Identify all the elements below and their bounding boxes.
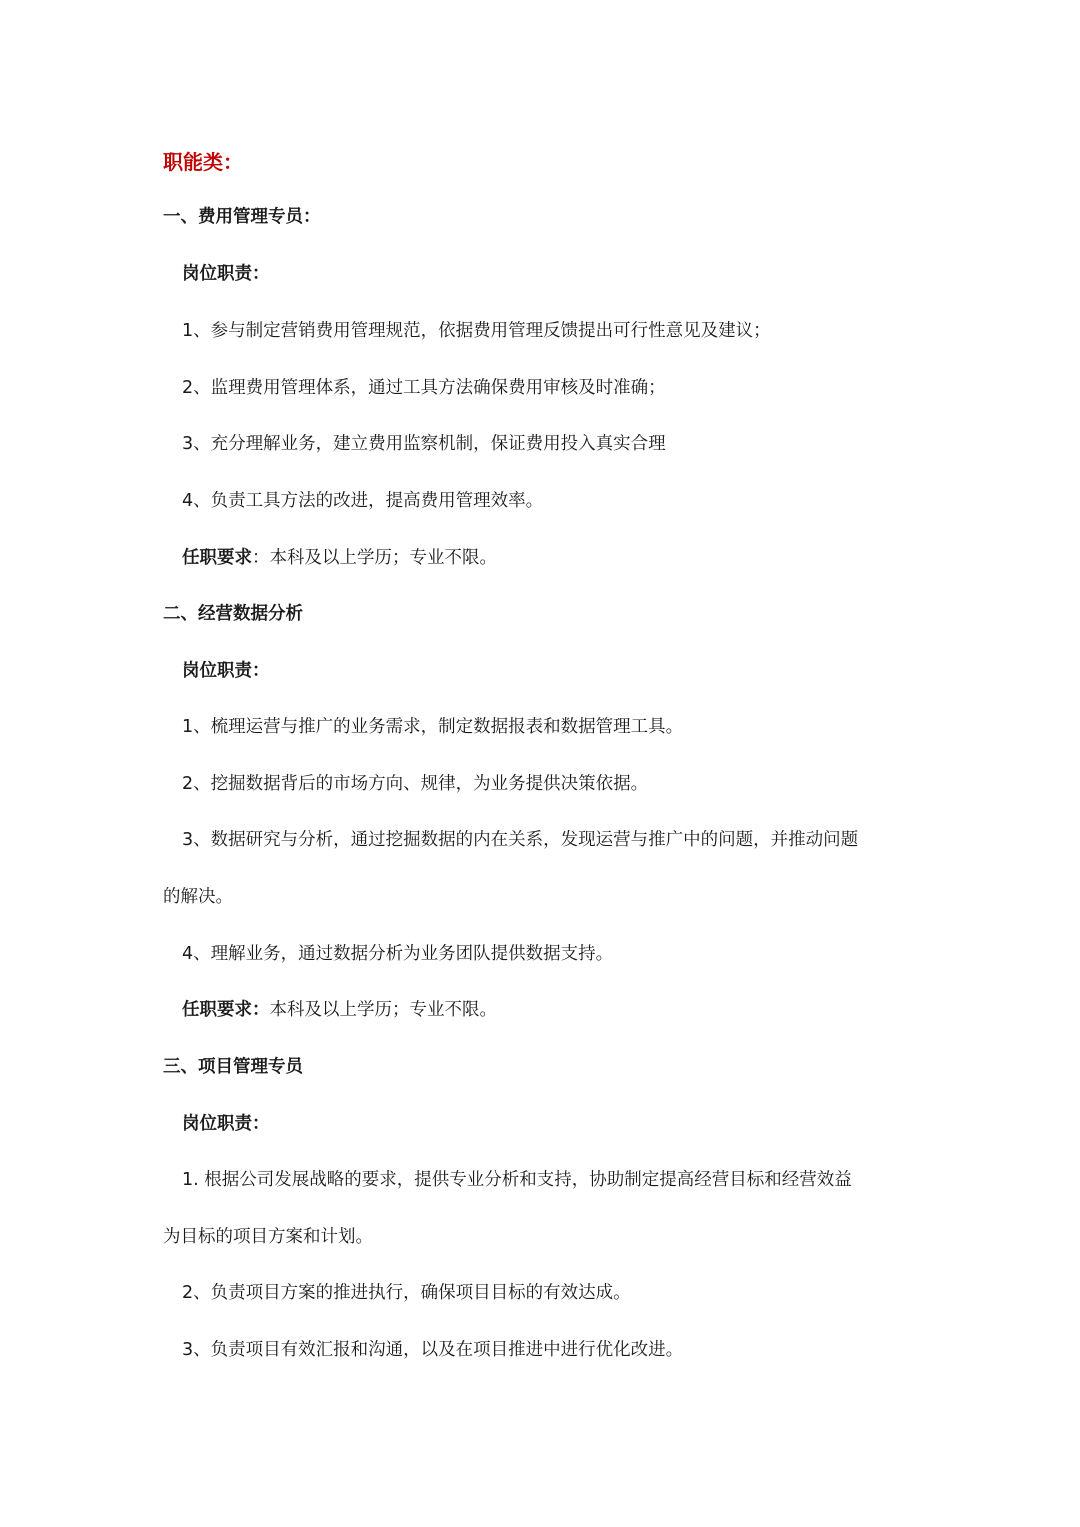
duty-item: 1、梳理运营与推广的业务需求，制定数据报表和数据管理工具。 xyxy=(182,717,684,737)
section-heading-expense: 一、费用管理专员： xyxy=(163,207,321,227)
duty-item-continuation: 为目标的项目方案和计划。 xyxy=(163,1227,373,1247)
duty-item: 2、负责项目方案的推进执行，确保项目目标的有效达成。 xyxy=(182,1283,631,1303)
duties-label: 岗位职责： xyxy=(182,661,270,681)
requirements-label: 任职要求 xyxy=(182,548,252,568)
duty-item: 4、负责工具方法的改进，提高费用管理效率。 xyxy=(182,491,544,511)
duty-item: 3、数据研究与分析，通过挖掘数据的内在关系，发现运营与推广中的问题，并推动问题 xyxy=(182,830,859,850)
requirements-text: ：本科及以上学历；专业不限。 xyxy=(252,548,497,568)
duty-item-continuation: 的解决。 xyxy=(163,887,233,907)
duties-label: 岗位职责： xyxy=(182,264,270,284)
section-heading-data-analysis: 二、经营数据分析 xyxy=(163,604,303,624)
requirements-line xyxy=(182,546,942,570)
duty-item: 3、充分理解业务，建立费用监察机制，保证费用投入真实合理 xyxy=(182,434,666,454)
requirements-label: 任职要求： xyxy=(182,1000,270,1020)
requirements-text: 本科及以上学历；专业不限。 xyxy=(269,1000,497,1020)
section-heading-project-management: 三、项目管理专员 xyxy=(163,1057,303,1077)
requirements-line xyxy=(182,998,942,1022)
duty-item: 4、理解业务，通过数据分析为业务团队提供数据支持。 xyxy=(182,944,614,964)
category-title: 职能类： xyxy=(163,150,243,174)
duty-item: 2、监理费用管理体系，通过工具方法确保费用审核及时准确； xyxy=(182,378,666,398)
duty-item: 2、挖掘数据背后的市场方向、规律，为业务提供决策依据。 xyxy=(182,774,649,794)
duty-item: 3、负责项目有效汇报和沟通，以及在项目推进中进行优化改进。 xyxy=(182,1340,684,1360)
duty-item: 1、参与制定营销费用管理规范，依据费用管理反馈提出可行性意见及建议； xyxy=(182,321,771,341)
duties-label: 岗位职责： xyxy=(182,1114,270,1134)
duty-item: 1. 根据公司发展战略的要求，提供专业分析和支持，协助制定提高经营目标和经营效益 xyxy=(182,1170,852,1190)
